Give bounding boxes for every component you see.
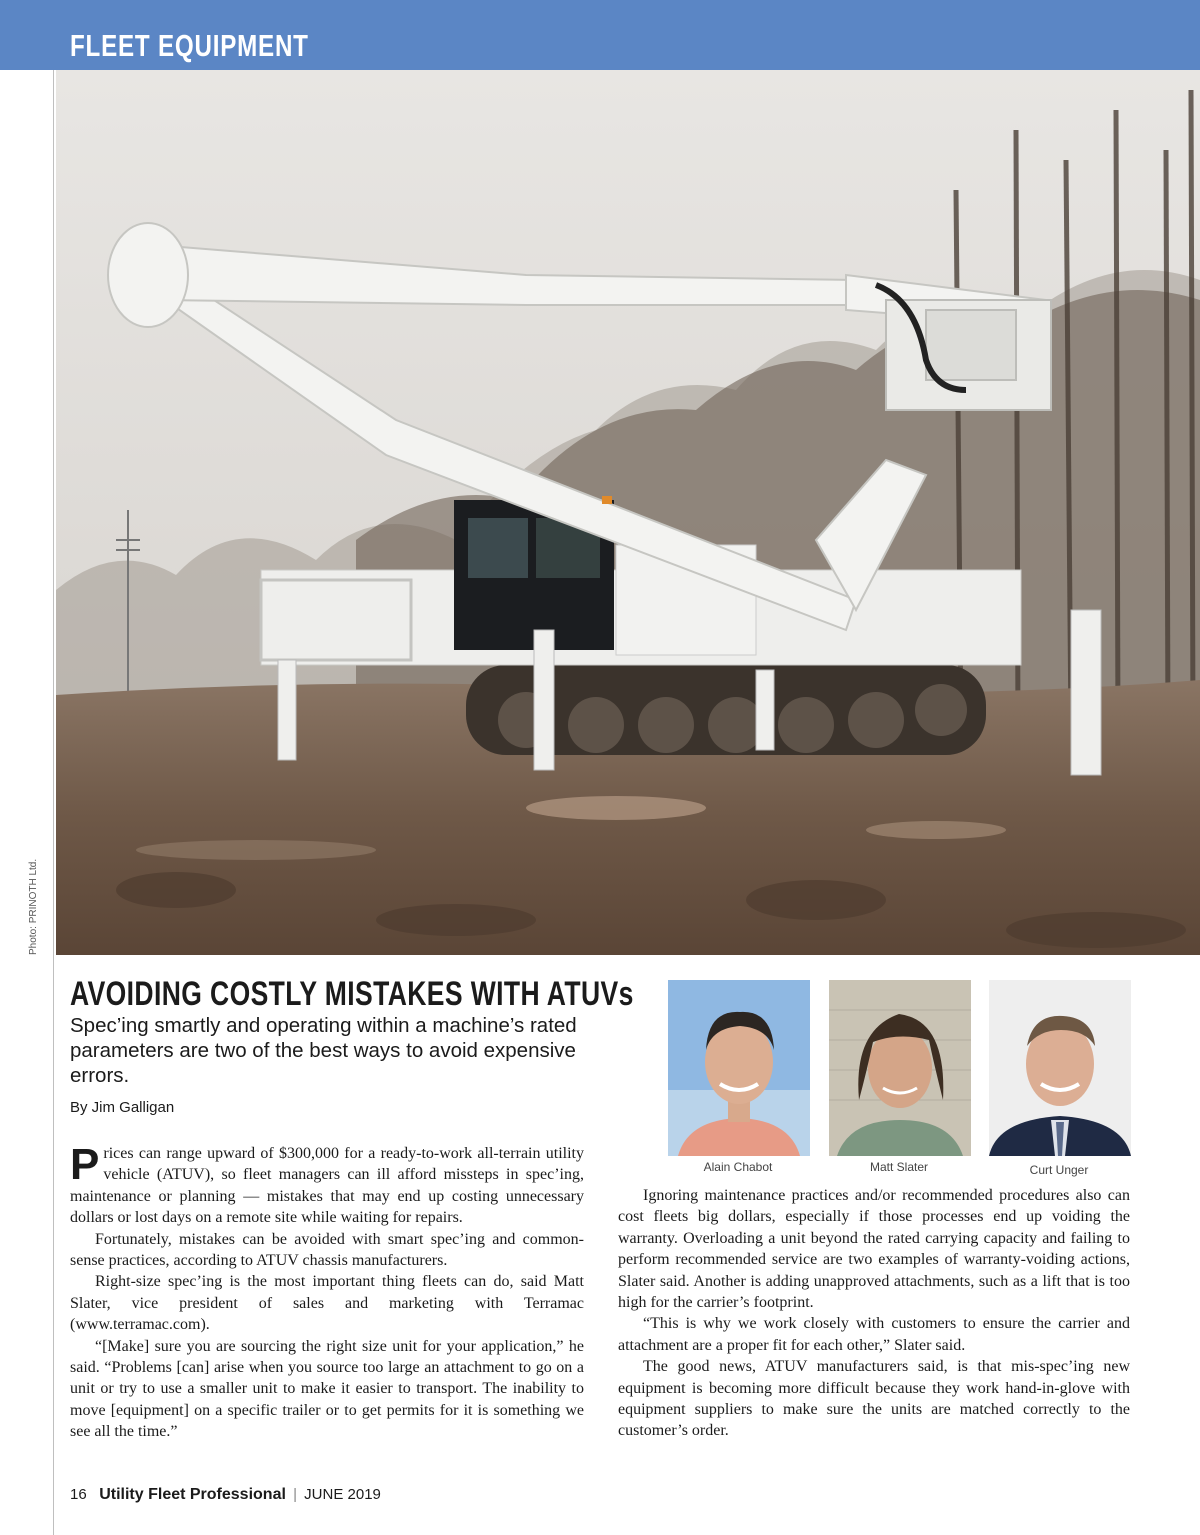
article-byline: By Jim Galligan: [70, 1099, 175, 1116]
publication-name: Utility Fleet Professional: [99, 1486, 286, 1503]
caption-curt-unger: Curt Unger: [1029, 1163, 1089, 1177]
body-paragraph: Right-size spec’ing is the most important thing fleets can do, said Matt Slater, vice president of sales and marketing with Terramac (www.terramac.com).: [70, 1273, 584, 1334]
margin-rule: [53, 70, 54, 1535]
drop-cap: P: [70, 1140, 100, 1189]
issue-date: JUNE 2019: [304, 1486, 381, 1503]
caption-matt-slater: Matt Slater: [869, 1160, 929, 1174]
article-body-left-column: [70, 1140, 584, 1443]
body-paragraph: Prices can range upward of $300,000 for a ready-to-work all-terrain utility vehicle (ATUV), so fleet managers can ill afford missteps in spec’ing, maintenance or planning — mistakes that may end up costing unnecessary dollars or lost days on a remote site while waiting for repairs.: [70, 1140, 584, 1227]
portrait-matt-slater: [829, 980, 971, 1156]
portrait-curt-unger: [989, 980, 1131, 1156]
portrait-alain-chabot: [668, 980, 810, 1156]
hero-photo-atuv-bucket-truck: [56, 70, 1200, 955]
body-paragraph: Ignoring maintenance practices and/or recommended procedures also can cost fleets big dollars, especially if those processes end up voiding the warranty. Overloading a unit beyond the rated carrying capacity and failing to perform recommended service are two examples of warranty-voiding actions, Slater said. Another is adding unapproved attachments, such as a lift that is too high for the carrier’s footprint.: [618, 1187, 1130, 1312]
footer-separator: |: [293, 1486, 297, 1503]
body-paragraph: The good news, ATUV manufacturers said, is that mis-spec’ing new equipment is becoming more difficult because they work hand-in-glove with equipment suppliers to make sure the units are matched correctly to the customer’s order.: [618, 1358, 1130, 1440]
photo-credit: Photo: PRINOTH Ltd.: [28, 858, 39, 955]
section-title: FLEET EQUIPMENT: [70, 28, 309, 63]
caption-alain-chabot: Alain Chabot: [703, 1160, 773, 1174]
body-paragraph: Fortunately, mistakes can be avoided with smart spec’ing and common-sense practices, according to ATUV chassis manufacturers.: [70, 1230, 584, 1270]
article-headline: AVOIDING COSTLY MISTAKES WITH ATUVs: [70, 975, 634, 1013]
page-number: 16: [70, 1486, 87, 1503]
page-footer: [70, 1486, 381, 1504]
body-paragraph: “This is why we work closely with customers to ensure the carrier and attachment are a proper fit for each other,” Slater said.: [618, 1315, 1130, 1354]
body-paragraph: “[Make] sure you are sourcing the right size unit for your application,” he said. “Problems [can] arise when you source too large an attachment to go on a unit or try to use a smaller unit to make it easier to transport. The inability to move [equipment] on a specific trailer or to get permits for it is something we see all the time.”: [70, 1337, 584, 1441]
article-body-right-column: [618, 1185, 1130, 1442]
article-deck: Spec’ing smartly and operating within a machine’s rated parameters are two of the best ways to avoid expensive errors.: [70, 1014, 577, 1087]
